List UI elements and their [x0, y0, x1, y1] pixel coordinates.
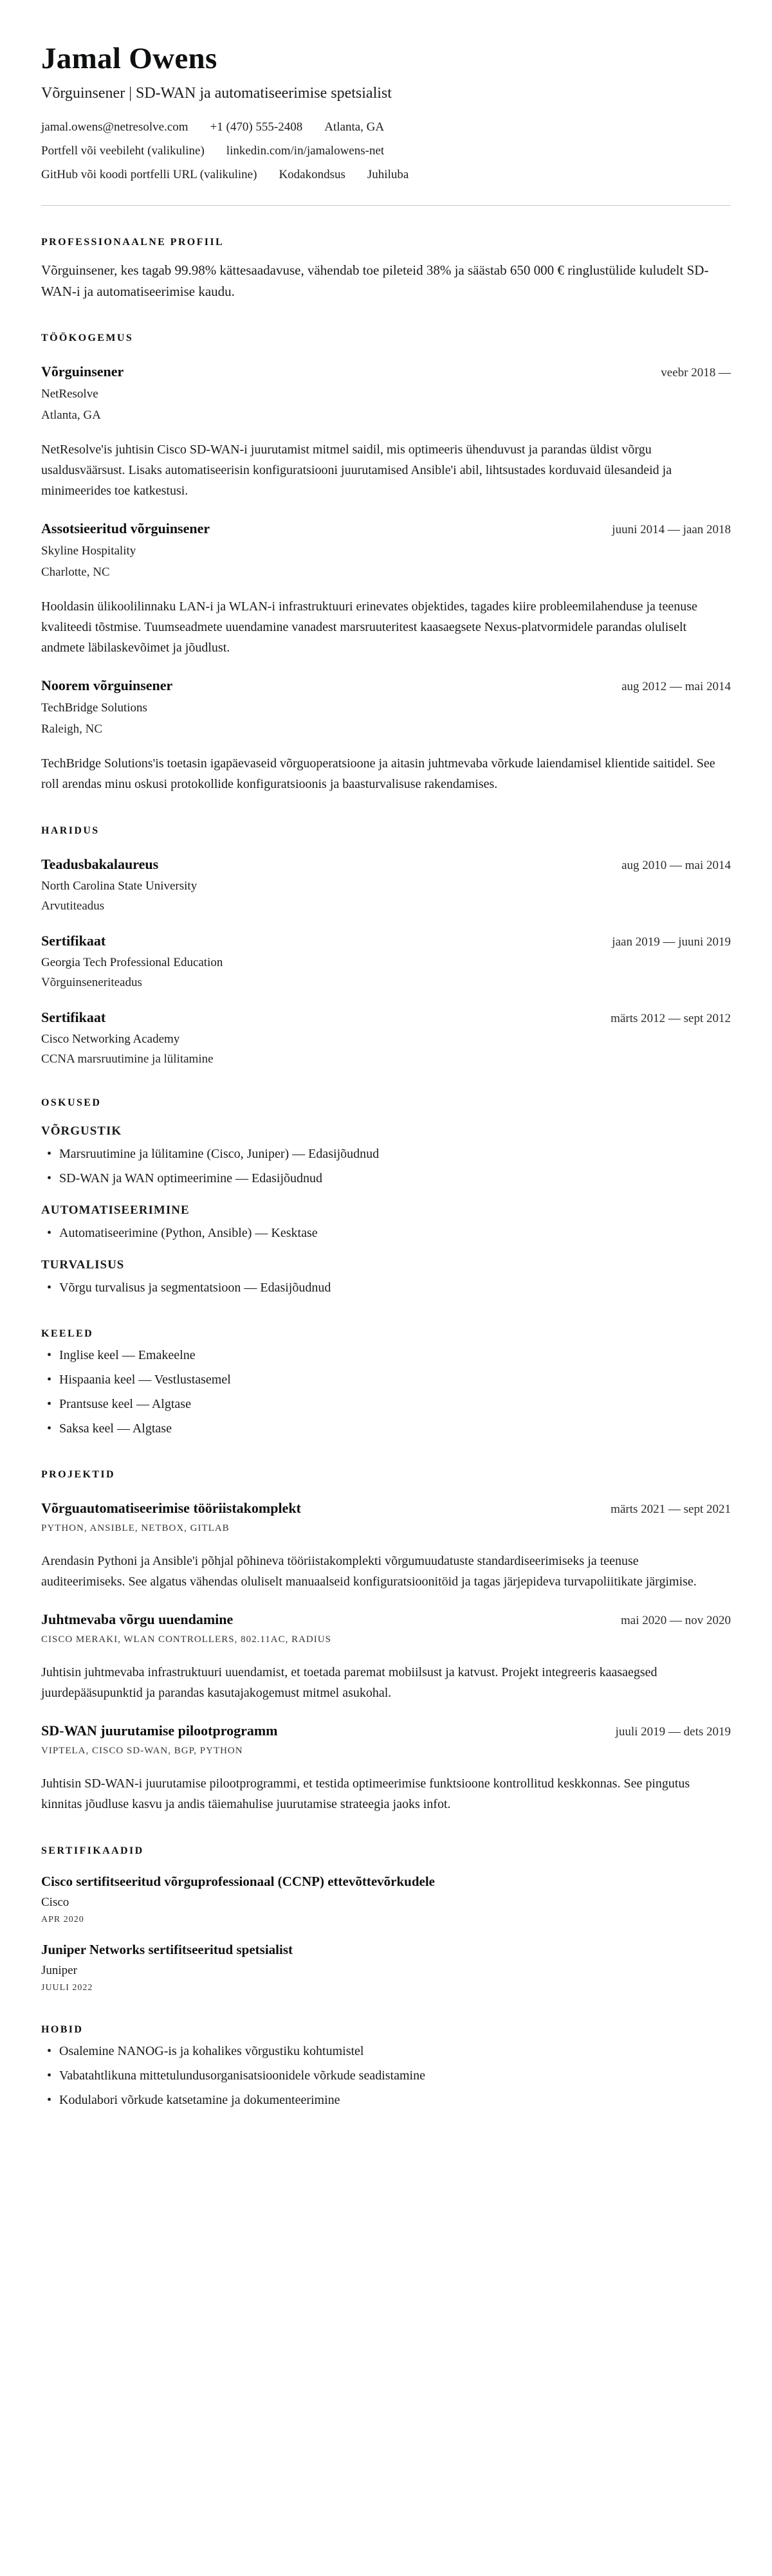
education-entry: [41, 856, 731, 913]
section-heading-projects: PROJEKTID: [41, 1469, 115, 1481]
project-entry-head: [41, 1722, 731, 1739]
project-description: Juhtisin SD-WAN-i juurutamise pilootprogrammi, et testida optimeerimise funktsioone kontrollitud keskkonnas. See pingutus kinnitas jõudluse kasvu ja andis täiemahulise juurutamise strateegia jaoks infot.: [41, 1777, 690, 1812]
section-profile: [41, 237, 731, 302]
job-title: Assotsieeritud võrguinsener: [41, 520, 210, 537]
job-location: Atlanta, GA: [41, 408, 101, 423]
education-school: Cisco Networking Academy: [41, 1032, 180, 1046]
section-heading-work: TÖÖKOGEMUS: [41, 333, 134, 344]
project-tech: CISCO MERAKI, WLAN CONTROLLERS, 802.11AC, RADIUS: [41, 1634, 331, 1645]
education-dates: märts 2012 — sept 2012: [611, 1012, 731, 1026]
job-description: NetResolve'is juhtisin Cisco SD-WAN-i juurutamist mitmel saidil, mis optimeeris ühenduvust ja parandas üldist võrgu usaldusväärsust. Lisaks automatiseerisin konfiguratsiooni juurutamised Ansible'i abil, lihtsustades korduvaid ülesandeid ja minimeerides toe katkestusi.: [41, 443, 672, 498]
person-name: Jamal Owens: [41, 42, 217, 75]
project-dates: märts 2021 — sept 2021: [611, 1503, 731, 1517]
certification-entry: [41, 1942, 731, 1993]
contact-github-placeholder[interactable]: GitHub või koodi portfelli URL (valikuline): [41, 168, 257, 181]
certification-issuer: Cisco: [41, 1895, 69, 1910]
education-field: CCNA marsruutimine ja lülitamine: [41, 1052, 214, 1066]
certification-title: Juniper Networks sertifitseeritud spetsialist: [41, 1942, 293, 1958]
section-education: [41, 825, 731, 1066]
hobby-list: [41, 2042, 731, 2110]
language-item: • Prantsuse keel — Algtase: [41, 1395, 710, 1414]
education-entry-head: [41, 933, 731, 949]
skill-item: • Automatiseerimine (Python, Ansible) — Kesktase: [41, 1224, 710, 1243]
contact-row: [41, 168, 731, 182]
project-dates: juuli 2019 — dets 2019: [615, 1725, 731, 1739]
education-degree: Teadusbakalaureus: [41, 856, 159, 873]
work-entry: [41, 520, 731, 658]
certification-title: Cisco sertifitseeritud võrguprofessionaal (CCNP) ettevõttevõrkudele: [41, 1874, 435, 1890]
project-entry-head: [41, 1500, 731, 1517]
project-description: Arendasin Pythoni ja Ansible'i põhjal põhineva tööriistakomplekti võrgumuudatuste standardiseerimiseks ja teenuse auditeerimiseks. See algatus vähendas oluliselt manuaalseid konfiguratsioonitöid ja tagas järjepideva turvapoliitikate järgimise.: [41, 1554, 697, 1589]
education-school: Georgia Tech Professional Education: [41, 956, 223, 970]
language-list: [41, 1346, 731, 1438]
skill-group-title: TURVALISUS: [41, 1258, 125, 1272]
project-entry: [41, 1500, 731, 1592]
section-certifications: [41, 1845, 731, 1993]
contact-website-placeholder[interactable]: Portfell või veebileht (valikuline): [41, 144, 205, 158]
project-entry-head: [41, 1611, 731, 1628]
job-company: TechBridge Solutions: [41, 701, 147, 715]
project-dates: mai 2020 — nov 2020: [621, 1614, 731, 1628]
education-entry-head: [41, 1009, 731, 1026]
language-item: • Saksa keel — Algtase: [41, 1420, 710, 1438]
education-field: Võrguinseneriteadus: [41, 976, 142, 990]
language-item: • Inglise keel — Emakeelne: [41, 1346, 710, 1365]
section-heading-skills: OSKUSED: [41, 1097, 102, 1109]
section-heading-profile: PROFESSIONAALNE PROFIIL: [41, 237, 225, 248]
skill-item: • Marsruutimine ja lülitamine (Cisco, Juniper) — Edasijõudnud: [41, 1145, 710, 1164]
contact-row: [41, 120, 731, 134]
header-divider: [41, 205, 731, 206]
section-work: [41, 333, 731, 794]
contact-block: [41, 120, 731, 182]
work-entry: [41, 363, 731, 501]
work-entry-head: [41, 363, 731, 380]
job-title: Noorem võrguinsener: [41, 677, 173, 694]
section-heading-languages: KEELED: [41, 1328, 94, 1340]
job-dates: veebr 2018 —: [661, 366, 731, 380]
contact-row: [41, 144, 731, 158]
education-dates: aug 2010 — mai 2014: [621, 859, 731, 873]
section-heading-hobbies: HOBID: [41, 2024, 84, 2036]
project-title: SD-WAN juurutamise pilootprogramm: [41, 1722, 278, 1739]
job-description: TechBridge Solutions'is toetasin igapäevaseid võrguoperatsioone ja aitasin juhtmevaba võrkude laiendamisel klientide saitidel. See roll arendas minu oskusi protokollide konfiguratsioonis ja baasturvalisuse rakendamises.: [41, 756, 715, 792]
certification-issuer: Juniper: [41, 1964, 77, 1978]
contact-linkedin[interactable]: linkedin.com/in/jamalowens-net: [226, 144, 385, 158]
section-projects: [41, 1469, 731, 1814]
certification-date: APR 2020: [41, 1915, 84, 1925]
certification-entry: [41, 1874, 731, 1925]
hobby-item: • Kodulabori võrkude katsetamine ja dokumenteerimine: [41, 2091, 710, 2110]
language-item: • Hispaania keel — Vestlustasemel: [41, 1371, 710, 1389]
skill-item: • Võrgu turvalisus ja segmentatsioon — Edasijõudnud: [41, 1279, 710, 1297]
project-entry: [41, 1611, 731, 1703]
hobby-item: • Vabatahtlikuna mittetulundusorganisatsioonidele võrkude seadistamine: [41, 2067, 710, 2085]
work-entry-head: [41, 677, 731, 694]
project-entry: [41, 1722, 731, 1814]
contact-location[interactable]: Atlanta, GA: [324, 120, 385, 134]
profile-text: Võrguinsener, kes tagab 99.98% kättesaadavuse, vähendab toe pileteid 38% ja säästab 650 000 € ringlustülide kuludelt SD-WAN-i ja automatiseerimise kaudu.: [41, 262, 709, 299]
section-languages: [41, 1328, 731, 1438]
project-title: Võrguautomatiseerimise tööriistakomplekt: [41, 1500, 301, 1517]
section-heading-education: HARIDUS: [41, 825, 100, 837]
project-tech: VIPTELA, CISCO SD-WAN, BGP, PYTHON: [41, 1746, 243, 1757]
project-tech: PYTHON, ANSIBLE, NETBOX, GITLAB: [41, 1523, 230, 1534]
skill-group-title: AUTOMATISEERIMINE: [41, 1203, 190, 1218]
project-description: Juhtisin juhtmevaba infrastruktuuri uuendamist, et toetada paremat mobiilsust ja katvust. Projekt integreeris kaasaegsed juurdepääsupunktid ja parandas kasutajakogemust mitmel asukohal.: [41, 1665, 657, 1701]
project-title: Juhtmevaba võrgu uuendamine: [41, 1611, 234, 1628]
work-entry: [41, 677, 731, 794]
skill-item: • SD-WAN ja WAN optimeerimine — Edasijõudnud: [41, 1169, 710, 1188]
job-description: Hooldasin ülikoolilinnaku LAN-i ja WLAN-i infrastruktuuri erinevates objektides, tagades kiire probleemilahenduse ja teenuse kvaliteedi tõstmise. Tuumseadmete uuendamine vanadest marsruuteritest kaasaegsete Nexus-platvormidele parandas oluliselt andmete läbilaskevõimet ja jõudlust.: [41, 599, 697, 655]
skill-group: [41, 1124, 731, 1188]
contact-email[interactable]: jamal.owens@netresolve.com: [41, 120, 188, 134]
education-degree: Sertifikaat: [41, 1009, 106, 1026]
skill-list: [41, 1279, 731, 1297]
contact-citizenship-placeholder[interactable]: Kodakondsus: [279, 168, 345, 181]
job-dates: aug 2012 — mai 2014: [621, 680, 731, 694]
person-title: Võrguinsener | SD-WAN ja automatiseerimise spetsialist: [41, 85, 392, 102]
work-entry-head: [41, 520, 731, 537]
job-company: NetResolve: [41, 387, 98, 401]
skill-list: [41, 1224, 731, 1243]
education-school: North Carolina State University: [41, 879, 198, 893]
skill-group: [41, 1203, 731, 1243]
section-hobbies: [41, 2024, 731, 2110]
hobby-item: • Osalemine NANOG-is ja kohalikes võrgustiku kohtumistel: [41, 2042, 710, 2061]
job-location: Charlotte, NC: [41, 565, 110, 580]
resume-header: [41, 41, 731, 182]
skill-group: [41, 1258, 731, 1297]
contact-driving-license-placeholder[interactable]: Juhiluba: [367, 168, 409, 181]
education-dates: jaan 2019 — juuni 2019: [612, 935, 731, 949]
education-entry: [41, 933, 731, 990]
job-company: Skyline Hospitality: [41, 544, 136, 558]
skill-group-title: VÕRGUSTIK: [41, 1124, 122, 1138]
section-skills: [41, 1097, 731, 1297]
contact-phone[interactable]: +1 (470) 555-2408: [210, 120, 303, 134]
job-location: Raleigh, NC: [41, 722, 102, 736]
job-dates: juuni 2014 — jaan 2018: [612, 523, 731, 537]
education-entry: [41, 1009, 731, 1066]
education-entry-head: [41, 856, 731, 873]
education-degree: Sertifikaat: [41, 933, 106, 949]
job-title: Võrguinsener: [41, 363, 124, 380]
certification-date: JUULI 2022: [41, 1983, 93, 1993]
section-heading-certifications: SERTIFIKAADID: [41, 1845, 144, 1857]
education-field: Arvutiteadus: [41, 899, 105, 913]
skill-list: [41, 1145, 731, 1188]
